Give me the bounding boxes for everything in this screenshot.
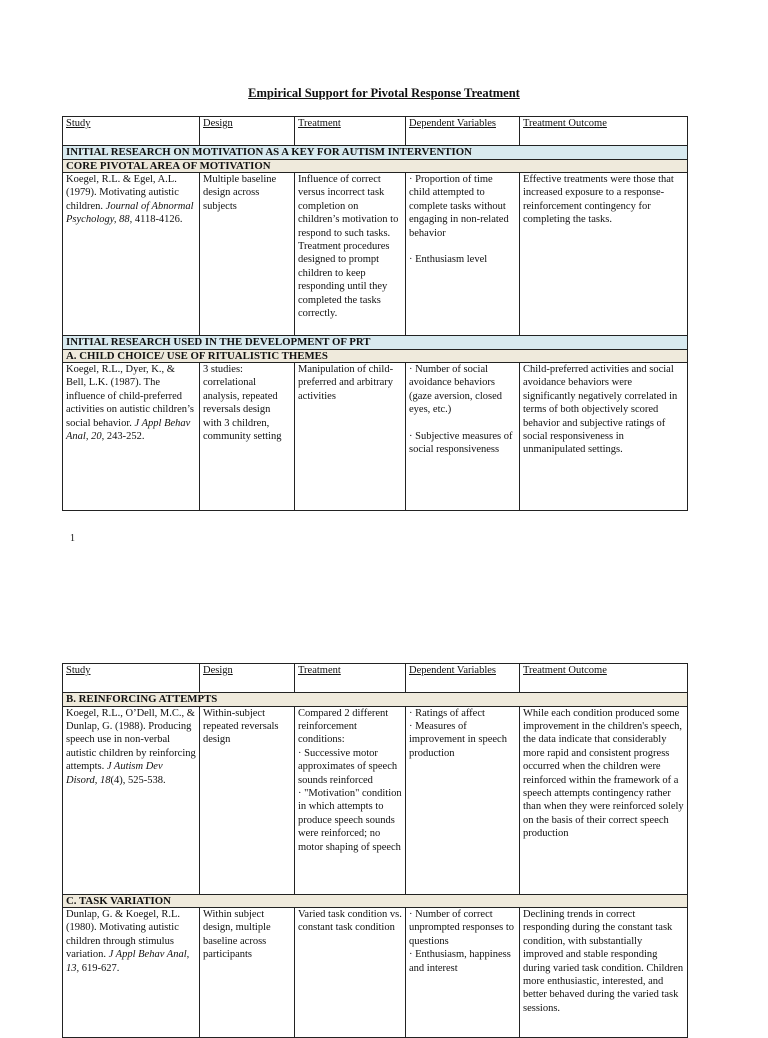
outcome-cell: Child-preferred activities and social avoidance behaviors were significantly negatively correlated in terms of both objectively scored behavior and subjective ratings of social responsiveness in unmanipulated settings. — [520, 363, 688, 511]
table-row — [63, 706, 688, 894]
header-study: Study — [63, 117, 200, 146]
outcome-cell: While each condition produced some improvement in the children's speech, the data indicate that considerably more rapid and consistent progress occurred when the children were reinforced within the framework of a speech attempts contingency rather than when they were reinforced solely on the basis of their correct speech production — [520, 706, 688, 894]
dependent-variables-cell: · Ratings of affect · Measures of improvement in speech production — [406, 706, 520, 894]
header-dependent-variables: Dependent Variables — [406, 664, 520, 693]
header-treatment-outcome: Treatment Outcome — [520, 117, 688, 146]
study-cell: Koegel, R.L., Dyer, K., & Bell, L.K. (1987). The influence of child-preferred activities on autistic children’s social behavior. J Appl Behav Anal, 20, 243-252. — [63, 363, 200, 511]
subsection-heading: A. CHILD CHOICE/ USE OF RITUALISTIC THEMES — [63, 349, 688, 363]
outcome-cell: Declining trends in correct responding during the constant task condition, with substantially improved and stable responding during varied task condition. Children more enthusiastic, interested, and better behaved during the varied task sessions. — [520, 908, 688, 1038]
table-header-row — [63, 664, 688, 693]
dependent-variables-cell: · Proportion of time child attempted to complete tasks without engaging in non-related behavior · Enthusiasm level — [406, 173, 520, 336]
table-row — [63, 908, 688, 1038]
subsection-heading: B. REINFORCING ATTEMPTS — [63, 693, 688, 707]
design-cell: Within-subject repeated reversals design — [200, 706, 295, 894]
header-treatment-outcome: Treatment Outcome — [520, 664, 688, 693]
design-cell: Within subject design, multiple baseline across participants — [200, 908, 295, 1038]
section-heading: INITIAL RESEARCH USED IN THE DEVELOPMENT OF PRT — [63, 336, 688, 350]
subsection-heading: CORE PIVOTAL AREA OF MOTIVATION — [63, 159, 688, 173]
page-number: 1 — [70, 533, 75, 544]
outcome-cell: Effective treatments were those that increased exposure to a response-reinforcement contingency for completing the tasks. — [520, 173, 688, 336]
research-table-page-2 — [62, 663, 688, 1038]
treatment-cell: Varied task condition vs. constant task condition — [295, 908, 406, 1038]
table-header-row — [63, 117, 688, 146]
design-cell: Multiple baseline design across subjects — [200, 173, 295, 336]
header-design: Design — [200, 117, 295, 146]
study-cell: Koegel, R.L., O’Dell, M.C., & Dunlap, G. (1988). Producing speech use in non-verbal autistic children by reinforcing attempts. J Autism Dev Disord, 18(4), 525-538. — [63, 706, 200, 894]
header-design: Design — [200, 664, 295, 693]
section-heading: INITIAL RESEARCH ON MOTIVATION AS A KEY FOR AUTISM INTERVENTION — [63, 146, 688, 160]
study-cell: Dunlap, G. & Koegel, R.L. (1980). Motivating autistic children through stimulus variation. J Appl Behav Anal, 13, 619-627. — [63, 908, 200, 1038]
treatment-cell: Manipulation of child-preferred and arbitrary activities — [295, 363, 406, 511]
dependent-variables-cell: · Number of correct unprompted responses to questions · Enthusiasm, happiness and interest — [406, 908, 520, 1038]
header-study: Study — [63, 664, 200, 693]
subsection-heading: C. TASK VARIATION — [63, 894, 688, 908]
header-dependent-variables: Dependent Variables — [406, 117, 520, 146]
design-cell: 3 studies: correlational analysis, repeated reversals design with 3 children, community setting — [200, 363, 295, 511]
header-treatment: Treatment — [295, 664, 406, 693]
header-treatment: Treatment — [295, 117, 406, 146]
table-row — [63, 363, 688, 511]
treatment-cell: Compared 2 different reinforcement conditions: · Successive motor approximates of speech sounds reinforced · "Motivation" condition in which attempts to produce speech sounds were reinforced; no motor shaping of speech — [295, 706, 406, 894]
document-title: Empirical Support for Pivotal Response Treatment — [248, 86, 520, 100]
study-cell: Koegel, R.L. & Egel, A.L. (1979). Motivating autistic children. Journal of Abnormal Psychology, 88, 4118-4126. — [63, 173, 200, 336]
table-row — [63, 173, 688, 336]
treatment-cell: Influence of correct versus incorrect task completion on children’s motivation to respond to such tasks. Treatment procedures designed to prompt children to keep responding until they completed the tasks correctly. — [295, 173, 406, 336]
dependent-variables-cell: · Number of social avoidance behaviors (gaze aversion, closed eyes, etc.) · Subjective measures of social responsiveness — [406, 363, 520, 511]
research-table-page-1 — [62, 116, 688, 511]
